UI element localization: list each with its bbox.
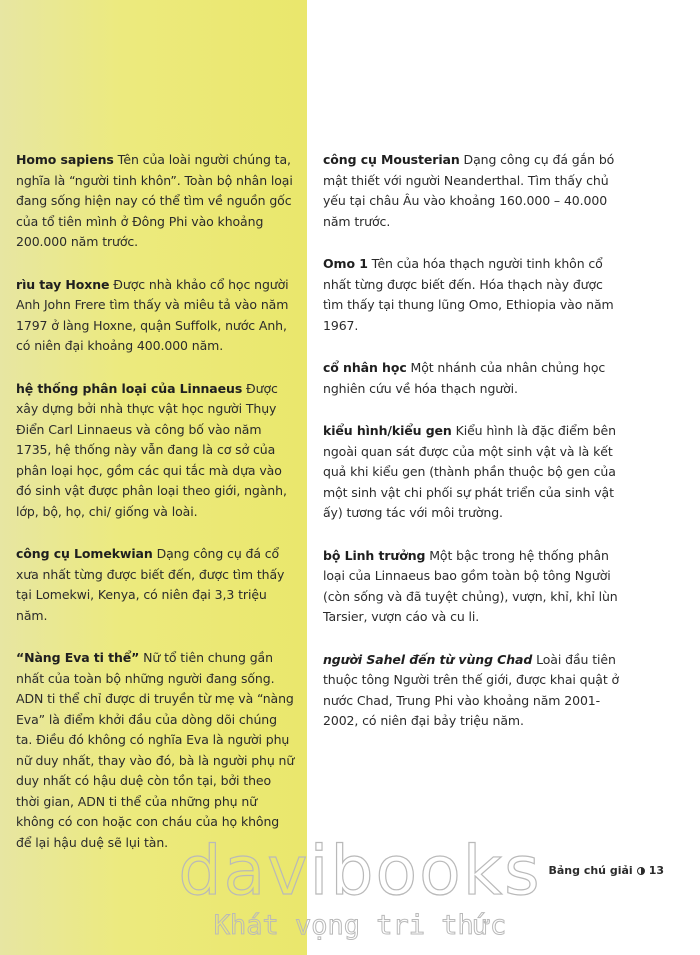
glossary-term: người Sahel đến từ vùng Chad — [323, 651, 533, 667]
glossary-term: Omo 1 — [323, 256, 368, 271]
glossary-term: công cụ Lomekwian — [16, 546, 153, 561]
glossary-definition: Được xây dựng bởi nhà thực vật học người Thụy Điển Carl Linnaeus và công bố vào năm 1735, hệ thống này vẫn đang là cơ sở của phân loại học, gồm các qui tắc mà dựa vào đó sinh vật được phân loại theo giới, ngành, lớp, bộ, họ, chi/ giống và loài. — [16, 380, 287, 519]
glossary-term: công cụ Mousterian — [323, 152, 460, 167]
glossary-term: bộ Linh trưởng — [323, 547, 426, 563]
glossary-entry — [323, 546, 623, 628]
watermark-slogan: Khát vọng tri thức — [213, 910, 507, 941]
glossary-entry — [16, 379, 296, 523]
glossary-entry — [16, 544, 296, 626]
section-title: Bảng chú giải — [548, 864, 633, 877]
glossary-definition: Kiểu hình là đặc điểm bên ngoài quan sát được của một sinh vật và là kết quả khi kiểu gen (thành phần thuộc bộ gen của một sinh vật chi phối sự phát triển của sinh vật ấy) tương tác với môi trường. — [323, 423, 616, 520]
glossary-entry — [16, 648, 296, 853]
glossary-term: rìu tay Hoxne — [16, 276, 110, 292]
glossary-left-column — [16, 150, 296, 875]
glossary-definition: Một bậc trong hệ thống phân loại của Linnaeus bao gồm toàn bộ tông Người (còn sống và đã tuyệt chủng), vượn, khỉ, khỉ lùn Tarsier, vượn cáo và cu li. — [323, 547, 618, 624]
glossary-definition: Tên của loài người chúng ta, nghĩa là “người tinh khôn”. Toàn bộ nhân loại đang sống hiện nay có thể tìm về nguồn gốc của tổ tiên mình ở Đông Phi vào khoảng 200.000 năm trước. — [16, 152, 293, 249]
glossary-term: kiểu hình/kiểu gen — [323, 423, 452, 438]
glossary-entry — [323, 358, 623, 399]
glossary-term: cổ nhân học — [323, 360, 407, 375]
glossary-definition: Dạng công cụ đá gắn bó mật thiết với người Neanderthal. Tìm thấy chủ yếu tại châu Âu vào khoảng 160.000 – 40.000 năm trước. — [323, 152, 615, 229]
glossary-definition: Dạng công cụ đá cổ xưa nhất từng được biết đến, được tìm thấy tại Lomekwi, Kenya, có niên đại 3,3 triệu năm. — [16, 546, 285, 623]
glossary-right-column — [323, 150, 623, 754]
glossary-entry — [323, 150, 623, 232]
glossary-definition: Tên của hóa thạch người tinh khôn cổ nhất từng được biết đến. Hóa thạch này được tìm thấy tại thung lũng Omo, Ethiopia vào năm 1967. — [323, 256, 614, 333]
glossary-entry — [16, 150, 296, 253]
glossary-term: “Nàng Eva ti thể” — [16, 650, 140, 665]
half-circle-icon — [637, 867, 645, 875]
glossary-entry — [323, 421, 623, 524]
glossary-definition: Nữ tổ tiên chung gần nhất của toàn bộ những người đang sống. ADN ti thể chỉ được di truyền từ mẹ và “nàng Eva” là điểm khởi đầu của dòng dõi chúng ta. Điều đó không có nghĩa Eva là người phụ nữ duy nhất, thay vào đó, bà là người phụ nữ duy nhất có hậu duệ còn tồn tại, bởi theo thời gian, ADN ti thể của những phụ nữ không có con hoặc con cháu của họ không để lại hậu duệ sẽ lụi tàn. — [16, 650, 295, 850]
watermark-brand: davibooks — [178, 832, 542, 911]
page-number: 13 — [648, 864, 664, 877]
glossary-entry — [323, 254, 623, 336]
glossary-term: hệ thống phân loại của Linnaeus — [16, 380, 243, 396]
glossary-term: Homo sapiens — [16, 152, 114, 167]
glossary-definition: Một nhánh của nhân chủng học nghiên cứu về hóa thạch người. — [323, 360, 606, 396]
glossary-definition: Loài đầu tiên thuộc tông Người trên thế giới, được khai quật ở nước Chad, Trung Phi vào khoảng năm 2001-2002, có niên đại bảy triệu năm. — [323, 651, 620, 728]
glossary-definition: Được nhà khảo cổ học người Anh John Frere tìm thấy và miêu tả vào năm 1797 ở làng Hoxne, quận Suffolk, nước Anh, có niên đại khoảng 400.000 năm. — [16, 276, 289, 353]
page-footer — [548, 864, 664, 877]
glossary-entry — [323, 650, 623, 732]
glossary-entry — [16, 275, 296, 357]
